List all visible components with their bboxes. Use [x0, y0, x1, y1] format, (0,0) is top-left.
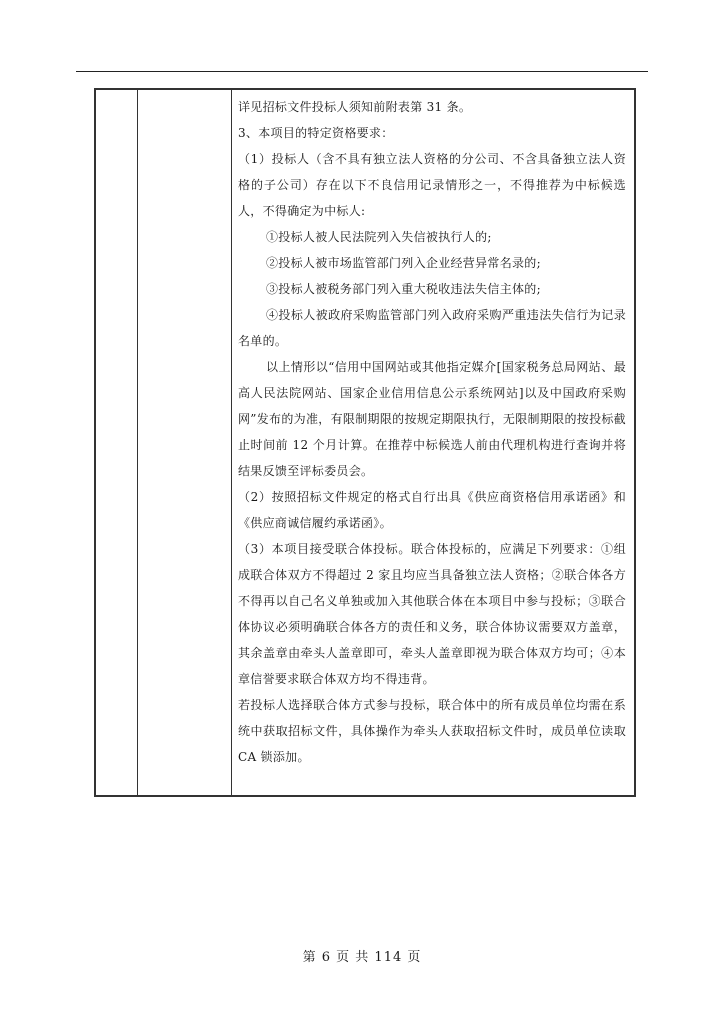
credit-item-1: ①投标人被人民法院列入失信被执行人的;: [266, 230, 492, 244]
page-number-footer: 第 6 页 共 114 页: [302, 950, 422, 965]
requirements-table: [94, 88, 636, 797]
requirement-2: （2）按照招标文件规定的格式自行出具《供应商资格信用承诺函》和《供应商诚信履约承诺函》。: [238, 490, 626, 530]
reference-clause: 详见招标文件投标人须知前附表第 31 条。: [238, 100, 472, 114]
requirement-3: （3）本项目接受联合体投标。联合体投标的，应满足下列要求：①组成联合体双方不得超过 2 家且均应当具备独立法人资格；②联合体各方不得再以自己名义单独或加入其他联合体在本项目中参与投标；③联合体协议必须明确联合体各方的责任和义务，联合体协议需要双方盖章，其余盖章由牵头人盖章即可，牵头人盖章即视为联合体双方均可；④本章信誉要求联合体双方均不得违背。: [238, 542, 626, 686]
table-column-item: [138, 90, 232, 795]
section-heading: 3、本项目的特定资格要求：: [238, 126, 394, 140]
header-rule: [76, 71, 648, 72]
table-column-content: [232, 90, 634, 795]
requirement-1: （1）投标人（含不具有独立法人资格的分公司、不含具备独立法人资格的子公司）存在以下不良信用记录情形之一，不得推荐为中标候选人，不得确定为中标人:: [238, 152, 626, 218]
credit-item-3: ③投标人被税务部门列入重大税收违法失信主体的;: [266, 282, 541, 296]
credit-item-4: ④投标人被政府采购监管部门列入政府采购严重违法失信行为记录名单的。: [238, 308, 626, 348]
credit-item-2: ②投标人被市场监管部门列入企业经营异常名录的;: [266, 256, 541, 270]
credit-source-note: 以上情形以“信用中国网站或其他指定媒介[国家税务总局网站、最高人民法院网站、国家企业信用信息公示系统网站]以及中国政府采购网”发布的为准，有限制期限的按规定期限执行，无限制期限的按投标截止时间前 12 个月计算。在推荐中标候选人前由代理机构进行查询并将结果反馈至评标委员会。: [238, 360, 626, 478]
consortium-note: 若投标人选择联合体方式参与投标，联合体中的所有成员单位均需在系统中获取招标文件，具体操作为牵头人获取招标文件时，成员单位读取CA 锁添加。: [238, 698, 626, 764]
table-column-index: [96, 90, 138, 795]
